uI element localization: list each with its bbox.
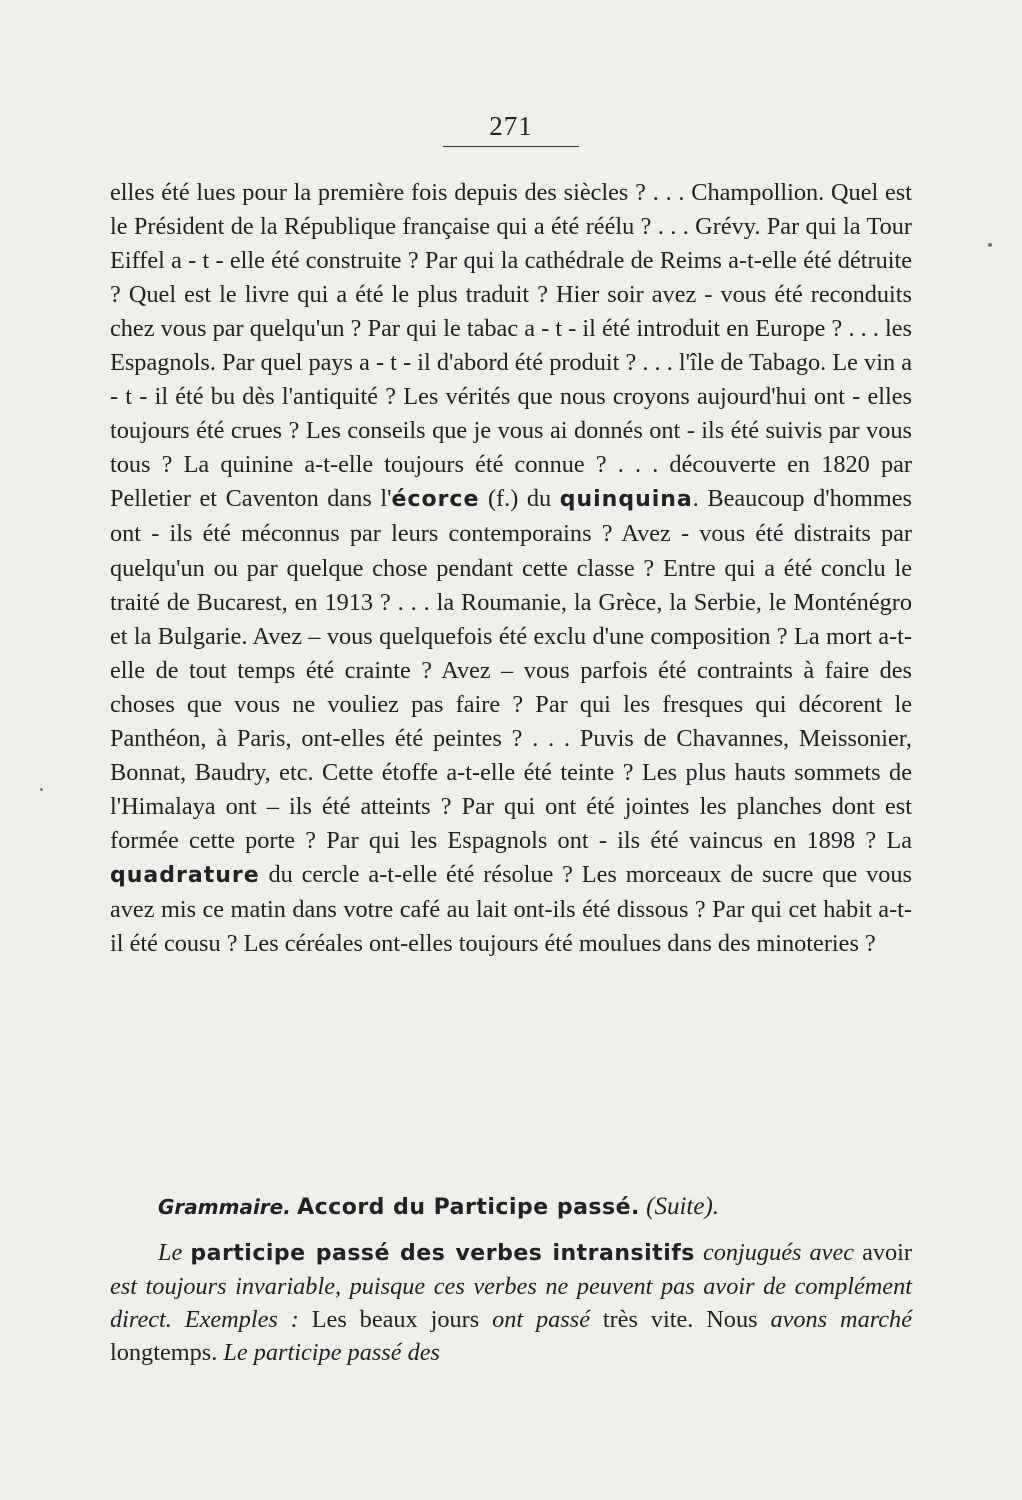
bold-term: quadrature [110, 862, 260, 888]
text-run: avons marché [770, 1306, 912, 1333]
text-run: du cercle a-t-elle été résolue ? Les morceaux de sucre que vous avez mis ce matin dans votre café au lait ont-ils été dissous ? Par qui cet habit a-t-il été cousu ? Les céréales ont-elles toujours été moulues dans des minoteries ? [110, 860, 912, 958]
text-run: est toujours invariable, puisque ces verbes ne peuvent pas avoir de complément direct. Exemples : [110, 1273, 912, 1333]
bold-term: quinquina [559, 487, 693, 513]
page-number: 271 [489, 111, 533, 141]
paper-speck [40, 788, 43, 791]
text-run: longtemps. [110, 1339, 224, 1366]
page-number-rule [443, 146, 579, 147]
section-suite: (Suite). [646, 1193, 720, 1220]
text-run: elles été lues pour la première fois depuis des siècles ? . . . Champollion. Quel est le Président de la République française qui a été réélu ? . . . Grévy. Par qui la Tour Eiffel a - t - elle été construite ? Par qui la cathédrale de Reims a-t-elle été détruite ? Quel est le livre qui a été le plus traduit ? Hier soir avez - vous été reconduits chez vous par quelqu'un ? Par qui le tabac a - t - il été introduit en Europe ? . . . les Espagnols. Par quel pays a - t - il d'abord été produit ? . . . l'île de Tabago. Le vin a - t - il été bu dès l'antiquité ? Les vérités que nous croyons aujourd'hui ont - elles toujours été crues ? Les conseils que je vous ai donnés ont - ils été suivis par vous tous ? La quinine a-t-elle toujours été connue ? . . . découverte en 1820 par Pelletier et Caventon dans l' [110, 179, 912, 513]
text-run: . Beaucoup d'hommes ont - ils été méconnus par leurs contemporains ? Avez - vous été distraits par quelqu'un ou par quelque chose pendant cette classe ? Entre qui a été conclu le traité de Bucarest, en 1913 ? . . . la Roumanie, la Grèce, la Serbie, le Monténégro et la Bulgarie. Avez – vous quelquefois été exclu d'une composition ? La mort a-t-elle de tout temps été crainte ? Avez – vous parfois été contraints à faire des choses que vous ne vouliez pas faire ? Par qui les fresques qui décorent le Panthéon, à Paris, ont-elles été peintes ? . . . Puvis de Chavannes, Meissonier, Bonnat, Baudry, etc. Cette étoffe a-t-elle été teinte ? Les plus hauts sommets de l'Himalaya ont – ils été atteints ? Par qui ont été jointes les planches dont est formée cette porte ? Par qui les Espagnols ont - ils été vaincus en 1898 ? La [110, 485, 912, 854]
section-title: Accord du Participe passé. [297, 1195, 640, 1220]
text-run: conjugués avec [694, 1239, 863, 1266]
rule-paragraph [110, 1236, 912, 1369]
text-run: Le participe passé des [223, 1339, 441, 1366]
text-run: avoir [862, 1239, 912, 1266]
paper-speck [988, 243, 992, 247]
section-heading [158, 1190, 918, 1225]
text-run: ont passé [492, 1306, 590, 1333]
bold-term: participe passé des verbes intransitifs [190, 1241, 695, 1266]
text-run: très vite. Nous [590, 1306, 771, 1333]
text-run: (f.) du [479, 485, 560, 513]
bold-term: écorce [391, 487, 480, 513]
text-run: Les beaux jours [298, 1306, 493, 1333]
section-label: Grammaire. [158, 1195, 291, 1219]
text-run: Le [158, 1239, 191, 1266]
body-paragraph [110, 176, 912, 961]
